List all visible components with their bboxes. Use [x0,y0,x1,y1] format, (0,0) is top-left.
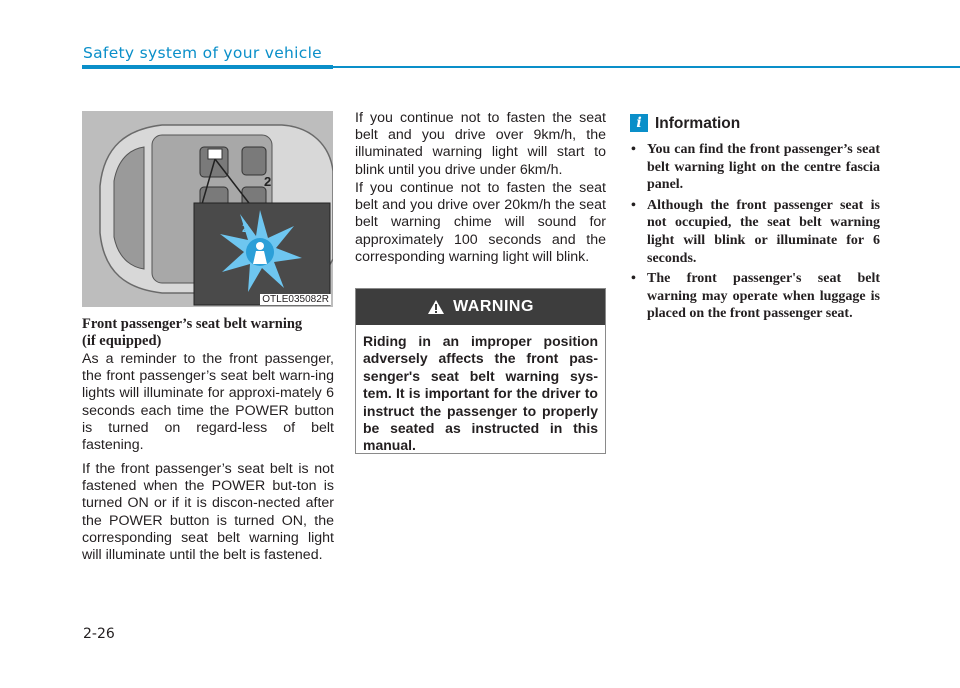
car-top-view-illustration [82,111,333,307]
header-rule-accent [82,65,333,69]
warning-triangle-icon [427,299,445,315]
section-heading [82,316,334,350]
inset-callout-number: 2 [242,221,249,235]
heading-line-2: (if equipped) [82,333,162,349]
middle-paragraph-2: If you continue not to fasten the seat belt and you drive over 20km/h the seat belt warning chime will sound for approximately 100 seconds and the corresponding warning light will blink. [355,180,606,265]
figure-code: OTLE035082R [262,294,329,305]
list-item: • Although the front passenger seat is not occupied, the seat belt warning light will blink or illuminate for 6 seconds. [628,197,880,267]
seat-belt-warning-illustration [82,111,333,307]
warning-box [355,288,606,454]
information-title: Information [655,115,741,132]
heading-line-1: Front passenger’s seat belt warning [82,316,303,332]
list-item: • You can find the front passenger’s seat belt warning light on the centre fascia panel. [628,141,880,194]
middle-paragraph-1: If you continue not to fasten the seat belt and you drive over 9km/h, the illuminated warning light will start to blink until you drive under 6km/h. [355,110,606,178]
section-title: Safety system of your vehicle [83,44,323,62]
warning-text: Riding in an improper position adversely affects the front pas-senger's seat belt warning sys-tem. It is important for the driver to instruct the passenger to properly be seated as instructed in this manual. [363,333,598,454]
information-list [628,141,880,326]
left-paragraph-2: If the front passenger’s seat belt is not fastened when the POWER but-ton is turned ON or if it is discon-nected after the POWER button is turned ON, the corresponding seat belt warning light will illuminate until the belt is fastened. [82,461,334,564]
warning-header [356,289,605,325]
warning-label: WARNING [453,298,534,315]
page-number: 2-26 [83,626,115,642]
list-item: • The front passenger's seat belt warning may operate when luggage is placed on the front passenger seat. [628,270,880,323]
header-rule [333,66,960,68]
information-icon: i [630,114,648,132]
left-paragraph-1: As a reminder to the front passenger, the front passenger’s seat belt warn-ing lights will illuminate for approxi-mately 6 seconds each time the POWER button is turned on regard-less of belt fastening. [82,351,334,454]
figure-callout-number: 2 [264,174,272,189]
